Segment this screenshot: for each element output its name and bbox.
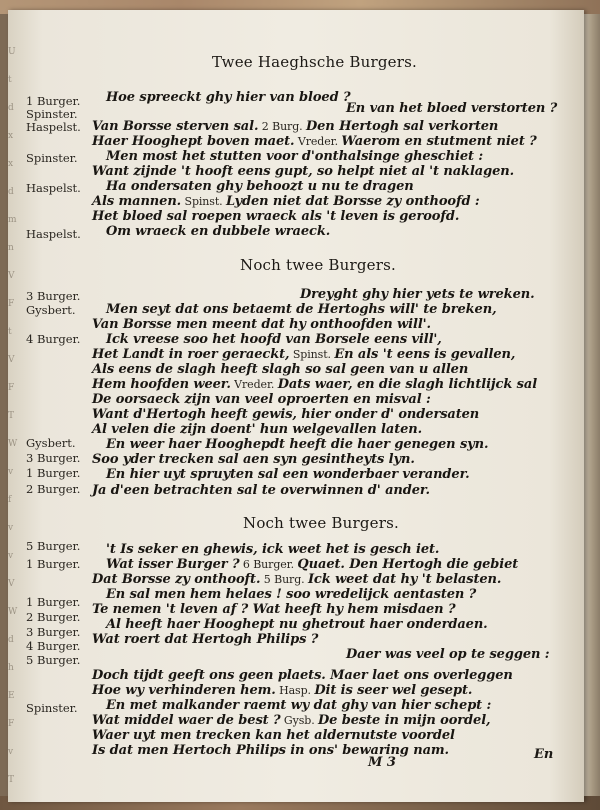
- verse-text: Den Hertogh sal verkorten: [305, 119, 499, 134]
- verse-line: [346, 648, 549, 661]
- verse-text: En als 't eens is gevallen,: [334, 347, 516, 362]
- verse-text: Hoe wy verhinderen hem.: [92, 683, 276, 698]
- verse-text: Is dat men Hertoch Philips in ons' bewaring nam.: [92, 743, 449, 758]
- verse-line: [92, 603, 455, 616]
- verse-text: Quaet. Den Hertogh die gebiet: [297, 557, 519, 572]
- speaker-label: Spinster.: [26, 107, 78, 121]
- speaker-label: 2 Burger.: [26, 482, 81, 496]
- verse-line: [92, 165, 514, 178]
- verse-text: Dat Borsse zy onthooft.: [92, 572, 261, 587]
- verse-text: Want d'Hertogh heeft gewis, hier onder d' ondersaten: [92, 407, 480, 422]
- verse-text: Ha ondersaten ghy behoozt u nu te dragen: [106, 179, 414, 194]
- verse-line: [92, 744, 449, 757]
- verse-text: Het Landt in roer geraeckt,: [92, 347, 290, 362]
- speaker-label: 2 Burger.: [26, 610, 81, 624]
- inline-speaker-label: 6 Burger.: [239, 558, 298, 571]
- verse-line: [92, 423, 422, 436]
- verse-line: [92, 484, 430, 497]
- speaker-label: Gysbert.: [26, 436, 76, 450]
- verse-line: [92, 573, 501, 586]
- verse-text: Men most het stutten voor d'onthalsinge gheschiet :: [106, 149, 484, 164]
- verse-line: [106, 333, 442, 346]
- verse-line: [92, 318, 431, 331]
- verse-text: Hem hoofden weer.: [92, 377, 231, 392]
- verse-text: Om wraeck en dubbele wraeck.: [106, 224, 331, 239]
- verse-line: [92, 210, 459, 223]
- verse-line: [106, 618, 488, 631]
- verse-text: De oorsaeck zijn van veel oproerten en misval :: [92, 392, 431, 407]
- verse-line: [106, 468, 470, 481]
- speaker-label: 1 Burger.: [26, 595, 81, 609]
- verse-text: En sal men hem helaes ! soo wredelijck aentasten ?: [106, 587, 477, 602]
- speaker-label: 1 Burger.: [26, 466, 81, 480]
- page-stack-edge: [584, 14, 600, 798]
- verse-line: [92, 348, 515, 361]
- verse-text: Van Borsse men meent dat hy onthoofden will'.: [92, 317, 431, 332]
- inline-speaker-label: Spinst.: [181, 195, 226, 208]
- signature-mark: M 3: [368, 755, 396, 770]
- verse-line: [106, 225, 330, 238]
- verse-line: [92, 378, 537, 391]
- verse-line: [92, 453, 415, 466]
- speaker-label: 1 Burger.: [26, 557, 81, 571]
- verse-line: [300, 288, 535, 301]
- verse-text: Hoe spreeckt ghy hier van bloed ?: [106, 90, 351, 105]
- verse-line: [106, 543, 439, 556]
- catchword: En: [534, 747, 554, 762]
- speaker-label: 4 Burger.: [26, 332, 81, 346]
- section-heading: Noch twee Burgers.: [243, 514, 399, 532]
- verse-line: [92, 120, 498, 133]
- verse-text: Soo yder trecken sal aen syn gesintheyts lyn.: [92, 452, 415, 467]
- verse-line: [92, 729, 455, 742]
- speaker-label: Spinster.: [26, 701, 78, 715]
- verse-line: [92, 714, 490, 727]
- verse-text: 't Is seker en ghewis, ick weet het is gesch iet.: [106, 542, 440, 557]
- section-heading: Twee Haeghsche Burgers.: [212, 53, 417, 71]
- verse-text: En van het bloed verstorten ?: [346, 101, 558, 116]
- verse-text: Van Borsse sterven sal.: [92, 119, 259, 134]
- speaker-label: 5 Burger.: [26, 539, 81, 553]
- inline-speaker-label: Vreder.: [230, 378, 278, 391]
- speaker-label: 4 Burger.: [26, 639, 81, 653]
- section-heading: Noch twee Burgers.: [240, 256, 396, 274]
- inline-speaker-label: 5 Burg.: [260, 573, 308, 586]
- verse-text: Dreyght ghy hier yets te wreken.: [300, 287, 535, 302]
- verse-text: Doch tijdt geeft ons geen plaets. Maer laet ons overleggen: [92, 668, 513, 683]
- verse-line: [106, 588, 476, 601]
- verse-text: Al velen die zijn doent' hun welgevallen laten.: [92, 422, 423, 437]
- verse-text: Wat isser Burger ?: [106, 557, 240, 572]
- verse-line: [346, 102, 557, 115]
- speaker-label: 1 Burger.: [26, 94, 81, 108]
- verse-text: En hier uyt spruyten sal een wonderbaer verander.: [106, 467, 470, 482]
- verse-text: Wat roert dat Hertogh Philips ?: [92, 632, 319, 647]
- verse-line: [92, 195, 480, 208]
- verse-text: En weer haer Hooghepdt heeft die haer genegen syn.: [106, 437, 489, 452]
- verse-text: Dit is seer wel gesept.: [314, 683, 473, 698]
- verse-text: Dats waer, en die slagh lichtlijck sal: [277, 377, 538, 392]
- verse-text: Het bloed sal roepen wraeck als 't leven is geroofd.: [92, 209, 460, 224]
- bleed-through-margin: U t d x x d m n V F t V F T W v f v v V W d h E F v T: [8, 47, 18, 785]
- speaker-label: Gysbert.: [26, 303, 76, 317]
- speaker-label: 5 Burger.: [26, 653, 81, 667]
- inline-speaker-label: Vreder.: [294, 135, 342, 148]
- verse-text: Wat middel waer de best ?: [92, 713, 281, 728]
- verse-line: [106, 150, 483, 163]
- verse-text: En met malkander raemt wy dat ghy van hier schept :: [106, 698, 492, 713]
- verse-line: [92, 393, 431, 406]
- verse-line: [92, 135, 537, 148]
- verse-line: [92, 408, 479, 421]
- speaker-label: Haspelst.: [26, 120, 81, 134]
- speaker-label: Haspelst.: [26, 181, 81, 195]
- verse-text: Ick weet dat hy 't belasten.: [307, 572, 502, 587]
- verse-text: Want zijnde 't hooft eens gupt, so helpt niet al 't naklagen.: [92, 164, 515, 179]
- verse-text: Waerom en stutment niet ?: [341, 134, 537, 149]
- verse-line: [106, 699, 491, 712]
- verse-text: Daer was veel op te seggen :: [346, 647, 550, 662]
- speaker-label: 3 Burger.: [26, 625, 81, 639]
- verse-text: Als mannen.: [92, 194, 182, 209]
- verse-text: Lyden niet dat Borsse zy onthoofd :: [225, 194, 480, 209]
- verse-line: [106, 558, 518, 571]
- verse-line: [92, 669, 513, 682]
- verse-text: Haer Hooghept boven maet.: [92, 134, 295, 149]
- verse-text: Te nemen 't leven af ? Wat heeft hy hem misdaen ?: [92, 602, 456, 617]
- verse-line: [106, 303, 497, 316]
- verse-text: De beste in mijn oordel,: [318, 713, 491, 728]
- verse-text: Als eens de slagh heeft slagh so sal geen van u allen: [92, 362, 469, 377]
- verse-text: Men seyt dat ons betaemt de Hertoghs will' te breken,: [106, 302, 497, 317]
- verse-line: [92, 684, 472, 697]
- verse-line: [92, 363, 468, 376]
- verse-text: Waer uyt men trecken kan het aldernutste voordel: [92, 728, 455, 743]
- verse-line: [106, 91, 351, 104]
- speaker-label: Spinster.: [26, 151, 78, 165]
- speaker-label: Haspelst.: [26, 227, 81, 241]
- inline-speaker-label: Gysb.: [280, 714, 318, 727]
- verse-text: Al heeft haer Hooghept nu ghetrout haer onderdaen.: [106, 617, 488, 632]
- speaker-label: 3 Burger.: [26, 289, 81, 303]
- verse-line: [92, 633, 318, 646]
- speaker-label: 3 Burger.: [26, 451, 81, 465]
- inline-speaker-label: Hasp.: [275, 684, 315, 697]
- inline-speaker-label: 2 Burg.: [258, 120, 306, 133]
- verse-line: [106, 180, 414, 193]
- inline-speaker-label: Spinst.: [289, 348, 335, 361]
- verse-line: [106, 438, 488, 451]
- verse-text: Ick vreese soo het hoofd van Borsele eens vill',: [106, 332, 442, 347]
- verse-text: Ja d'een betrachten sal te overwinnen d' ander.: [92, 483, 430, 498]
